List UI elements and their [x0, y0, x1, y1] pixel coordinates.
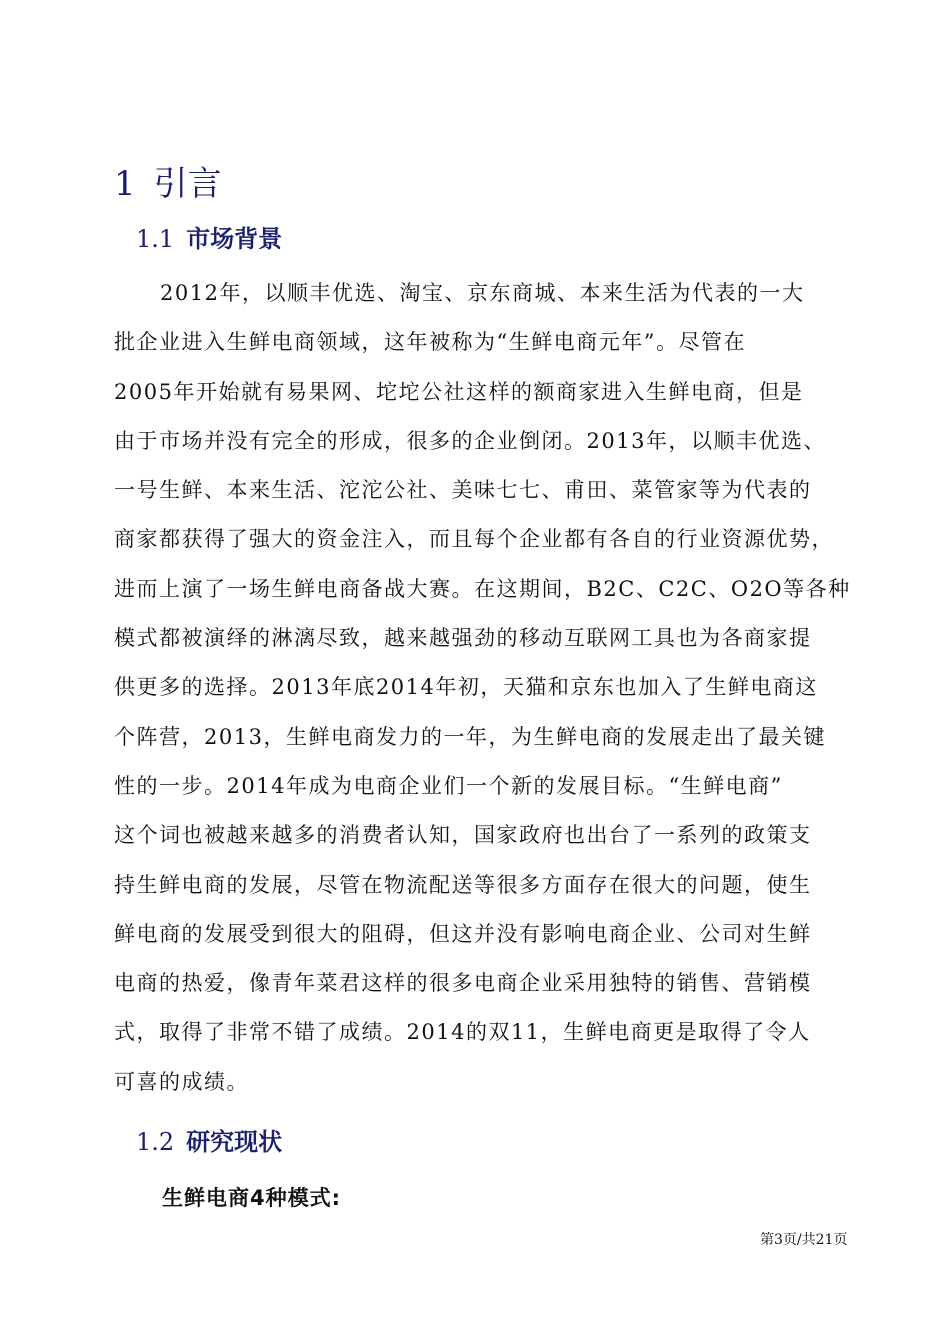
paragraph-line: 由于市场并没有完全的形成，很多的企业倒闭。2013年，以顺丰优选、 [114, 428, 826, 453]
paragraph-line: 性的一步。2014年成为电商企业们一个新的发展目标。“生鲜电商” [114, 773, 783, 798]
subheading: 生鲜电商4种模式: [162, 1186, 342, 1210]
paragraph-line: 持生鲜电商的发展，尽管在物流配送等很多方面存在很大的问题，使生 [114, 872, 812, 897]
chapter-title: 引言 [153, 164, 222, 204]
paragraph-line: 供更多的选择。2013年底2014年初，天猫和京东也加入了生鲜电商这 [114, 675, 818, 700]
paragraph-line: 批企业进入生鲜电商领域，这年被称为“生鲜电商元年”。尽管在 [114, 330, 746, 355]
section-heading-research-status [136, 1124, 282, 1160]
section-number: 1.1 [136, 225, 175, 253]
chapter-heading [114, 158, 222, 210]
paragraph-line: 模式都被演绎的淋漓尽致，越来越强劲的移动互联网工具也为各商家提 [114, 626, 812, 651]
paragraph-line: 进而上演了一场生鲜电商备战大赛。在这期间，B2C、C2C、O2O等各种 [114, 576, 851, 601]
paragraph-line: 这个词也被越来越多的消费者认知，国家政府也出台了一系列的政策支 [114, 823, 812, 848]
body-paragraph [114, 273, 874, 1111]
section-heading-market-background [136, 221, 282, 257]
paragraph-line: 个阵营，2013，生鲜电商发力的一年，为生鲜电商的发展走出了最关键 [114, 724, 826, 749]
paragraph-line: 可喜的成绩。 [114, 1069, 249, 1094]
paragraph-line: 鲜电商的发展受到很大的阻碍，但这并没有影响电商企业、公司对生鲜 [114, 921, 812, 946]
chapter-number: 1 [114, 164, 136, 204]
section-number: 1.2 [136, 1128, 175, 1156]
section-title: 研究现状 [186, 1128, 283, 1156]
paragraph-line: 一号生鲜、本来生活、沱沱公社、美味七七、甫田、菜管家等为代表的 [114, 478, 812, 503]
section-title: 市场背景 [186, 225, 283, 253]
paragraph-line: 2005年开始就有易果网、坨坨公社这样的额商家进入生鲜电商，但是 [114, 379, 804, 404]
paragraph-line: 式，取得了非常不错了成绩。2014的双11，生鲜电商更是取得了令人 [114, 1020, 811, 1045]
paragraph-line: 2012年，以顺丰优选、淘宝、京东商城、本来生活为代表的一大 [160, 281, 805, 305]
paragraph-line: 电商的热爱，像青年菜君这样的很多电商企业采用独特的销售、营销模 [114, 971, 812, 996]
paragraph-line: 商家都获得了强大的资金注入，而且每个企业都有各自的行业资源优势， [114, 527, 834, 552]
page-footer: 第3页/共21页 [760, 1232, 848, 1248]
